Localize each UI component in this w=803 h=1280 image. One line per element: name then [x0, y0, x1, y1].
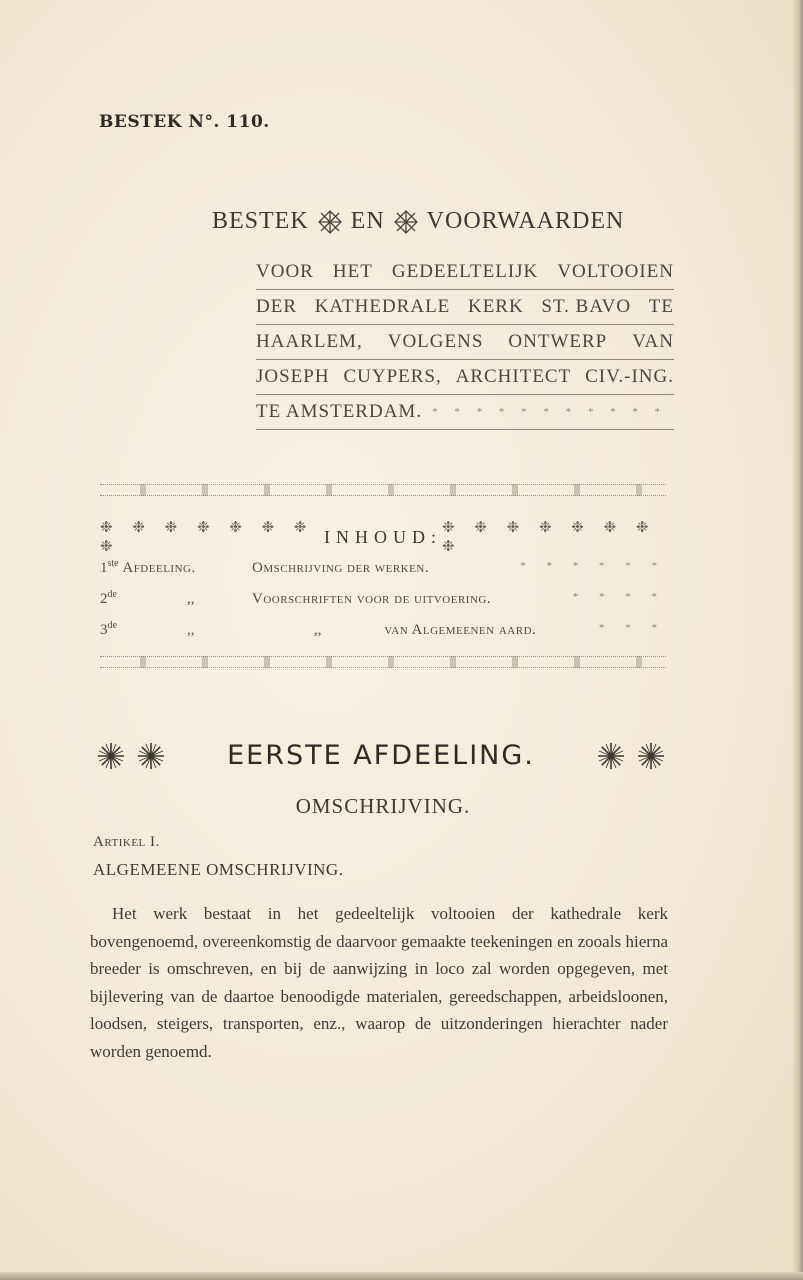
decorative-border	[100, 656, 666, 668]
ornament-group	[596, 741, 666, 771]
word: CUYPERS,	[343, 366, 442, 387]
section-heading	[96, 740, 666, 771]
starburst-ornament-icon	[596, 741, 626, 771]
starburst-ornament-icon	[136, 741, 166, 771]
toc-sup: ste	[107, 558, 119, 569]
word: VAN	[632, 331, 674, 352]
title-description	[256, 255, 674, 430]
page-edge	[793, 0, 803, 1280]
word: HAARLEM,	[256, 331, 363, 352]
inhoud-heading	[100, 518, 666, 556]
lattice-ornament-icon	[393, 209, 419, 235]
word: ST. BAVO	[541, 296, 632, 317]
title-word-bestek: BESTEK	[212, 208, 309, 234]
word: TE	[648, 296, 674, 317]
decorative-border	[100, 484, 666, 496]
bestek-number: BESTEK N°. 110.	[99, 112, 270, 132]
toc-section-label	[100, 620, 252, 639]
toc-ditto: ,,	[186, 622, 195, 638]
word: VOLTOOIEN	[557, 261, 674, 282]
title-word-en: EN	[350, 208, 385, 234]
toc-row	[100, 589, 666, 620]
section-subtitle: OMSCHRIJVING.	[295, 794, 471, 818]
lattice-ornament-icon	[317, 209, 343, 235]
word: KATHEDRALE	[314, 296, 451, 317]
asterisk-row: * * * * * * * * * * *	[432, 406, 668, 418]
word: HET	[332, 261, 373, 282]
toc-entry	[252, 622, 666, 639]
description-line	[256, 290, 674, 325]
starburst-ornament-icon	[636, 741, 666, 771]
ornament-group	[96, 741, 166, 771]
toc-ditto: ,,	[314, 622, 322, 638]
body-paragraph: Het werk bestaat in het gedeeltelijk voltooien der kathedrale kerk bovengenoemd, overeenkomstig de daarvoor gemaakte teekeningen en zooals hierna breeder is omschreven, en bij de aanwijzing in loco zal worden opgegeven, met bijlevering van de daartoe benoodigde materialen, gereedschappen, arbeidsloonen, loodsen, steigers, transporten, enz., waarop de uitzonderingen hierachter nader worden genoemd.	[90, 904, 668, 1061]
table-of-contents	[100, 558, 666, 651]
description-line	[256, 395, 674, 430]
word: KERK	[467, 296, 524, 317]
title-word-voorwaarden: VOORWAARDEN	[426, 208, 625, 234]
inhoud-label: INHOUD:	[324, 526, 442, 547]
toc-sup: de	[107, 620, 117, 631]
word: GEDEELTELIJK	[391, 261, 539, 282]
section-title: EERSTE AFDEELING.	[227, 740, 535, 771]
main-title	[212, 208, 674, 235]
starburst-ornament-icon	[96, 741, 126, 771]
word: DER	[256, 296, 297, 317]
toc-text: van Algemeenen aard.	[384, 622, 537, 638]
toc-row	[100, 558, 666, 589]
asterisk-row: * * * * * *	[520, 560, 666, 572]
description-line	[256, 360, 674, 395]
asterisk-row: * * * *	[572, 591, 666, 603]
toc-entry	[252, 591, 666, 608]
toc-section-label	[100, 558, 252, 577]
word: CIV.-ING.	[585, 366, 674, 387]
flower-ornament-row: ❉ ❉ ❉ ❉ ❉ ❉ ❉ ❉	[442, 520, 657, 555]
flower-ornament-row: ❉ ❉ ❉ ❉ ❉ ❉ ❉ ❉	[100, 520, 315, 555]
article-number: Artikel I.	[93, 834, 160, 850]
toc-sup: de	[107, 589, 117, 600]
asterisk-row: * * *	[598, 622, 666, 634]
word: ARCHITECT	[455, 366, 572, 387]
word: TE AMSTERDAM.	[256, 401, 423, 422]
toc-row	[100, 620, 666, 651]
toc-num: 3	[100, 622, 108, 638]
toc-num: 1	[100, 560, 108, 576]
toc-entry	[252, 560, 666, 577]
word: VOLGENS	[387, 331, 484, 352]
word: VOOR	[256, 261, 314, 282]
toc-text: Voorschriften voor de uitvoering.	[252, 591, 492, 607]
word: JOSEPH	[256, 366, 330, 387]
description-line	[256, 325, 674, 360]
toc-section-label	[100, 589, 252, 608]
article-title: ALGEMEENE OMSCHRIJVING.	[93, 860, 344, 879]
toc-ditto: ,,	[186, 591, 195, 607]
toc-num: 2	[100, 591, 108, 607]
description-line	[256, 255, 674, 290]
word: ONTWERP	[508, 331, 608, 352]
page-edge-bottom	[0, 1272, 803, 1280]
toc-afd: Afdeeling.	[122, 560, 196, 576]
toc-text: Omschrijving der werken.	[252, 560, 430, 576]
